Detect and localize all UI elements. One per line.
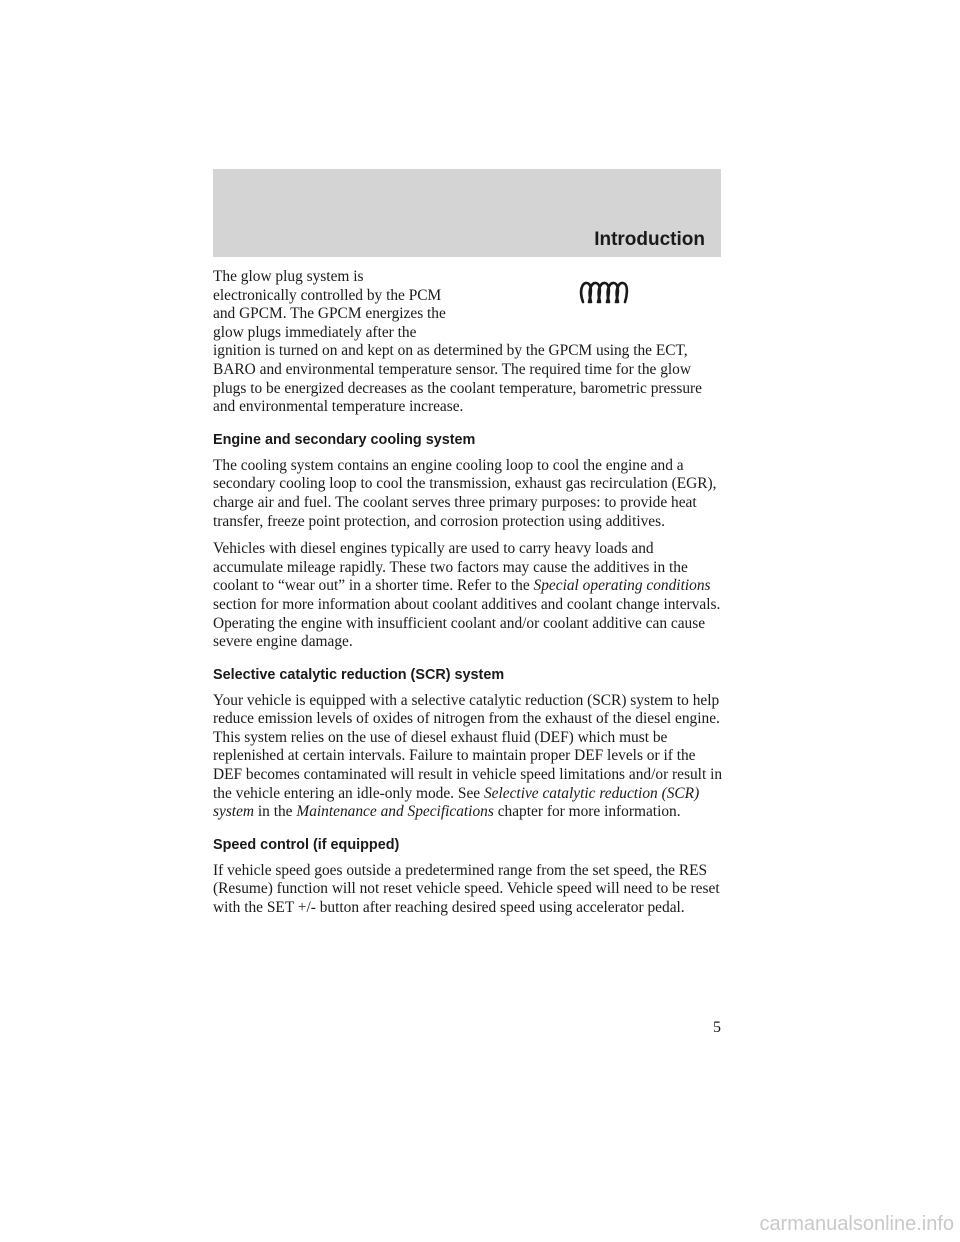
glow-plug-section xyxy=(213,268,725,417)
page-number: 5 xyxy=(713,1019,721,1036)
speed-control-heading: Speed control (if equipped) xyxy=(213,836,400,853)
special-conditions-reference: Special operating conditions xyxy=(533,577,711,595)
scr-heading: Selective catalytic reduction (SCR) system xyxy=(213,666,505,683)
scr-text: chapter for more information. xyxy=(493,803,681,821)
glow-plug-coil-icon xyxy=(577,276,633,306)
chapter-header-band xyxy=(213,169,721,257)
glow-plug-line: The glow plug system is xyxy=(213,268,364,285)
cooling-paragraph-1: The cooling system contains an engine cooling loop to cool the engine and a secondary cooling loop to cool the transmission, exhaust gas recirculation (EGR), charge air and fuel. The coolant serves three primary purposes: to provide heat transfer, freeze point protection, and corrosion protection using additives. xyxy=(213,456,717,530)
glow-plug-text-rest: ignition is turned on and kept on as determined by the GPCM using the ECT, BARO and environmental temperature sensor. The required time for the glow plugs to be energized decreases as the coolant temperature, barometric pressure and environmental temperature increase. xyxy=(213,342,703,416)
cooling-text: section for more information about coolant additives and coolant change intervals. Operating the engine with insufficient coolant and/or coolant additive can cause severe engine damage. xyxy=(213,595,721,651)
glow-plug-line: electronically controlled by the PCM xyxy=(213,286,442,304)
scr-text: Your vehicle is equipped with a selective catalytic reduction (SCR) system to help reduce emission levels of oxides of nitrogen from the exhaust of the diesel engine. This system relies on the use of diesel exhaust fluid (DEF) which must be replenished at certain intervals. Failure to maintain proper DEF levels or if the DEF becomes contaminated will result in vehicle speed limitations and/or result in the vehicle entering an idle-only mode. See xyxy=(213,691,723,802)
site-watermark: carmanualsonline.info xyxy=(759,1213,954,1235)
cooling-heading: Engine and secondary cooling system xyxy=(213,431,476,448)
glow-plug-line: glow plugs immediately after the xyxy=(213,323,417,341)
chapter-title: Introduction xyxy=(594,229,705,250)
cooling-text: Vehicles with diesel engines typically are used to carry heavy loads and accumulate mileage rapidly. These two factors may cause the additives in the coolant to “wear out” in a shorter time. Refer to the xyxy=(213,540,688,595)
scr-text: in the xyxy=(254,803,297,821)
page-content xyxy=(213,268,725,927)
glow-plug-line: and GPCM. The GPCM energizes the xyxy=(213,305,446,323)
maintenance-chapter-reference: Maintenance and Specifications xyxy=(296,803,494,821)
glow-plug-paragraph xyxy=(213,268,725,417)
cooling-paragraph-2 xyxy=(213,540,725,652)
scr-section-reference: Selective catalytic reduction (SCR) system xyxy=(213,784,700,821)
scr-paragraph xyxy=(213,692,725,822)
speed-control-paragraph: If vehicle speed goes outside a predetermined range from the set speed, the RES (Resume) function will not reset vehicle speed. Vehicle speed will need to be reset with the SET +/- button after reaching desired speed using accelerator pedal. xyxy=(213,861,720,917)
